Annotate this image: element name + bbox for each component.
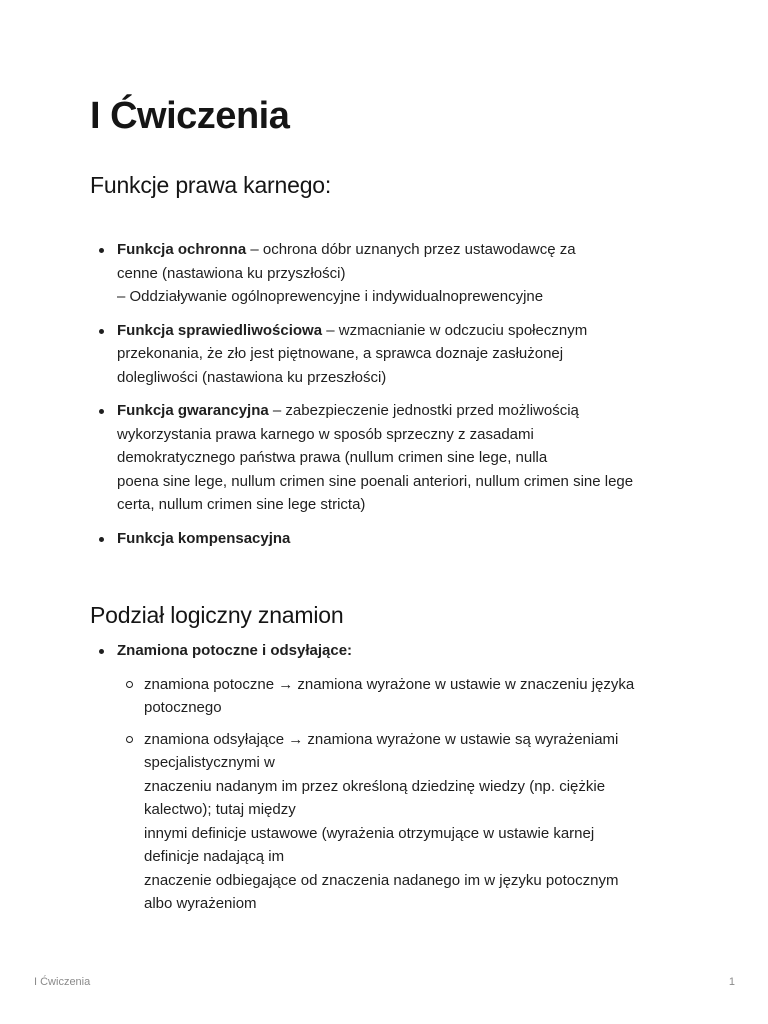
- footer-document-title: I Ćwiczenia: [34, 976, 91, 988]
- item-text: definicje nadającą im: [144, 848, 285, 865]
- section-heading-podzial: Podział logiczny znamion: [90, 602, 344, 628]
- item-bold-label: Funkcja ochronna: [117, 241, 247, 258]
- podzial-list: [90, 639, 680, 924]
- hollow-bullet-icon: [126, 736, 133, 743]
- bullet-icon: [99, 537, 104, 542]
- item-text: potocznego: [144, 699, 222, 716]
- sub-list-item: [117, 673, 680, 720]
- item-text: dolegliwości (nastawiona ku przeszłości): [117, 368, 387, 386]
- item-text: znamiona odsyłające → znamiona wyrażone w ustawie są wyrażeniami: [144, 730, 619, 748]
- list-item: [90, 319, 680, 390]
- bullet-icon: [99, 248, 104, 253]
- list-item: [90, 238, 680, 309]
- item-text: kalectwo); tutaj między: [144, 801, 296, 818]
- item-text: – Oddziaływanie ogólnoprewencyjne i indywidualnoprewencyjne: [117, 288, 544, 305]
- item-text: znaczenie odbiegające od znaczenia nadanego im w języku potocznym: [144, 871, 619, 889]
- item-text: – zabezpieczenie jednostki przed możliwością: [268, 402, 579, 419]
- item-text: innymi definicje ustawowe (wyrażenia otrzymujące w ustawie karnej: [144, 824, 595, 842]
- item-text: poena sine lege, nullum crimen sine poenali anteriori, nullum crimen sine lege: [117, 472, 634, 490]
- bullet-icon: [99, 409, 104, 414]
- sub-list-item: [117, 728, 680, 916]
- sub-list: [117, 673, 680, 916]
- bullet-icon: [99, 649, 104, 654]
- item-text: przekonania, że zło jest piętnowane, a sprawca doznaje zasłużonej: [117, 345, 564, 362]
- item-bold-label: Znamiona potoczne i odsyłające:: [117, 642, 353, 659]
- list-item: [90, 639, 680, 916]
- item-text: znamiona potoczne → znamiona wyrażone w ustawie w znaczeniu języka: [144, 675, 635, 693]
- page-title: I Ćwiczenia: [90, 95, 290, 137]
- item-text: wykorzystania prawa karnego w sposób sprzeczny z zasadami: [117, 425, 534, 443]
- item-text: albo wyrażeniom: [144, 895, 257, 912]
- item-text: – ochrona dóbr uznanych przez ustawodawcę za: [246, 241, 576, 258]
- list-item: [90, 399, 680, 517]
- item-text: – wzmacnianie w odczuciu społecznym: [322, 321, 588, 339]
- item-text: demokratycznego państwa prawa (nullum crimen sine lege, nulla: [117, 449, 548, 466]
- hollow-bullet-icon: [126, 681, 133, 688]
- list-item: [90, 527, 680, 551]
- item-text: cenne (nastawiona ku przyszłości): [117, 264, 346, 282]
- item-text: specjalistycznymi w: [144, 754, 275, 771]
- item-bold-label: Funkcja kompensacyjna: [117, 529, 291, 547]
- bullet-icon: [99, 329, 104, 334]
- page-number: 1: [728, 976, 735, 988]
- item-bold-label: Funkcja gwarancyjna: [117, 402, 269, 419]
- section-heading-funkcje: Funkcje prawa karnego:: [90, 172, 332, 198]
- item-text: znaczeniu nadanym im przez określoną dziedzinę wiedzy (np. ciężkie: [144, 777, 606, 795]
- funkcje-list: [90, 238, 680, 560]
- item-text: certa, nullum crimen sine lege stricta): [117, 496, 366, 513]
- item-bold-label: Funkcja sprawiedliwościowa: [117, 321, 323, 339]
